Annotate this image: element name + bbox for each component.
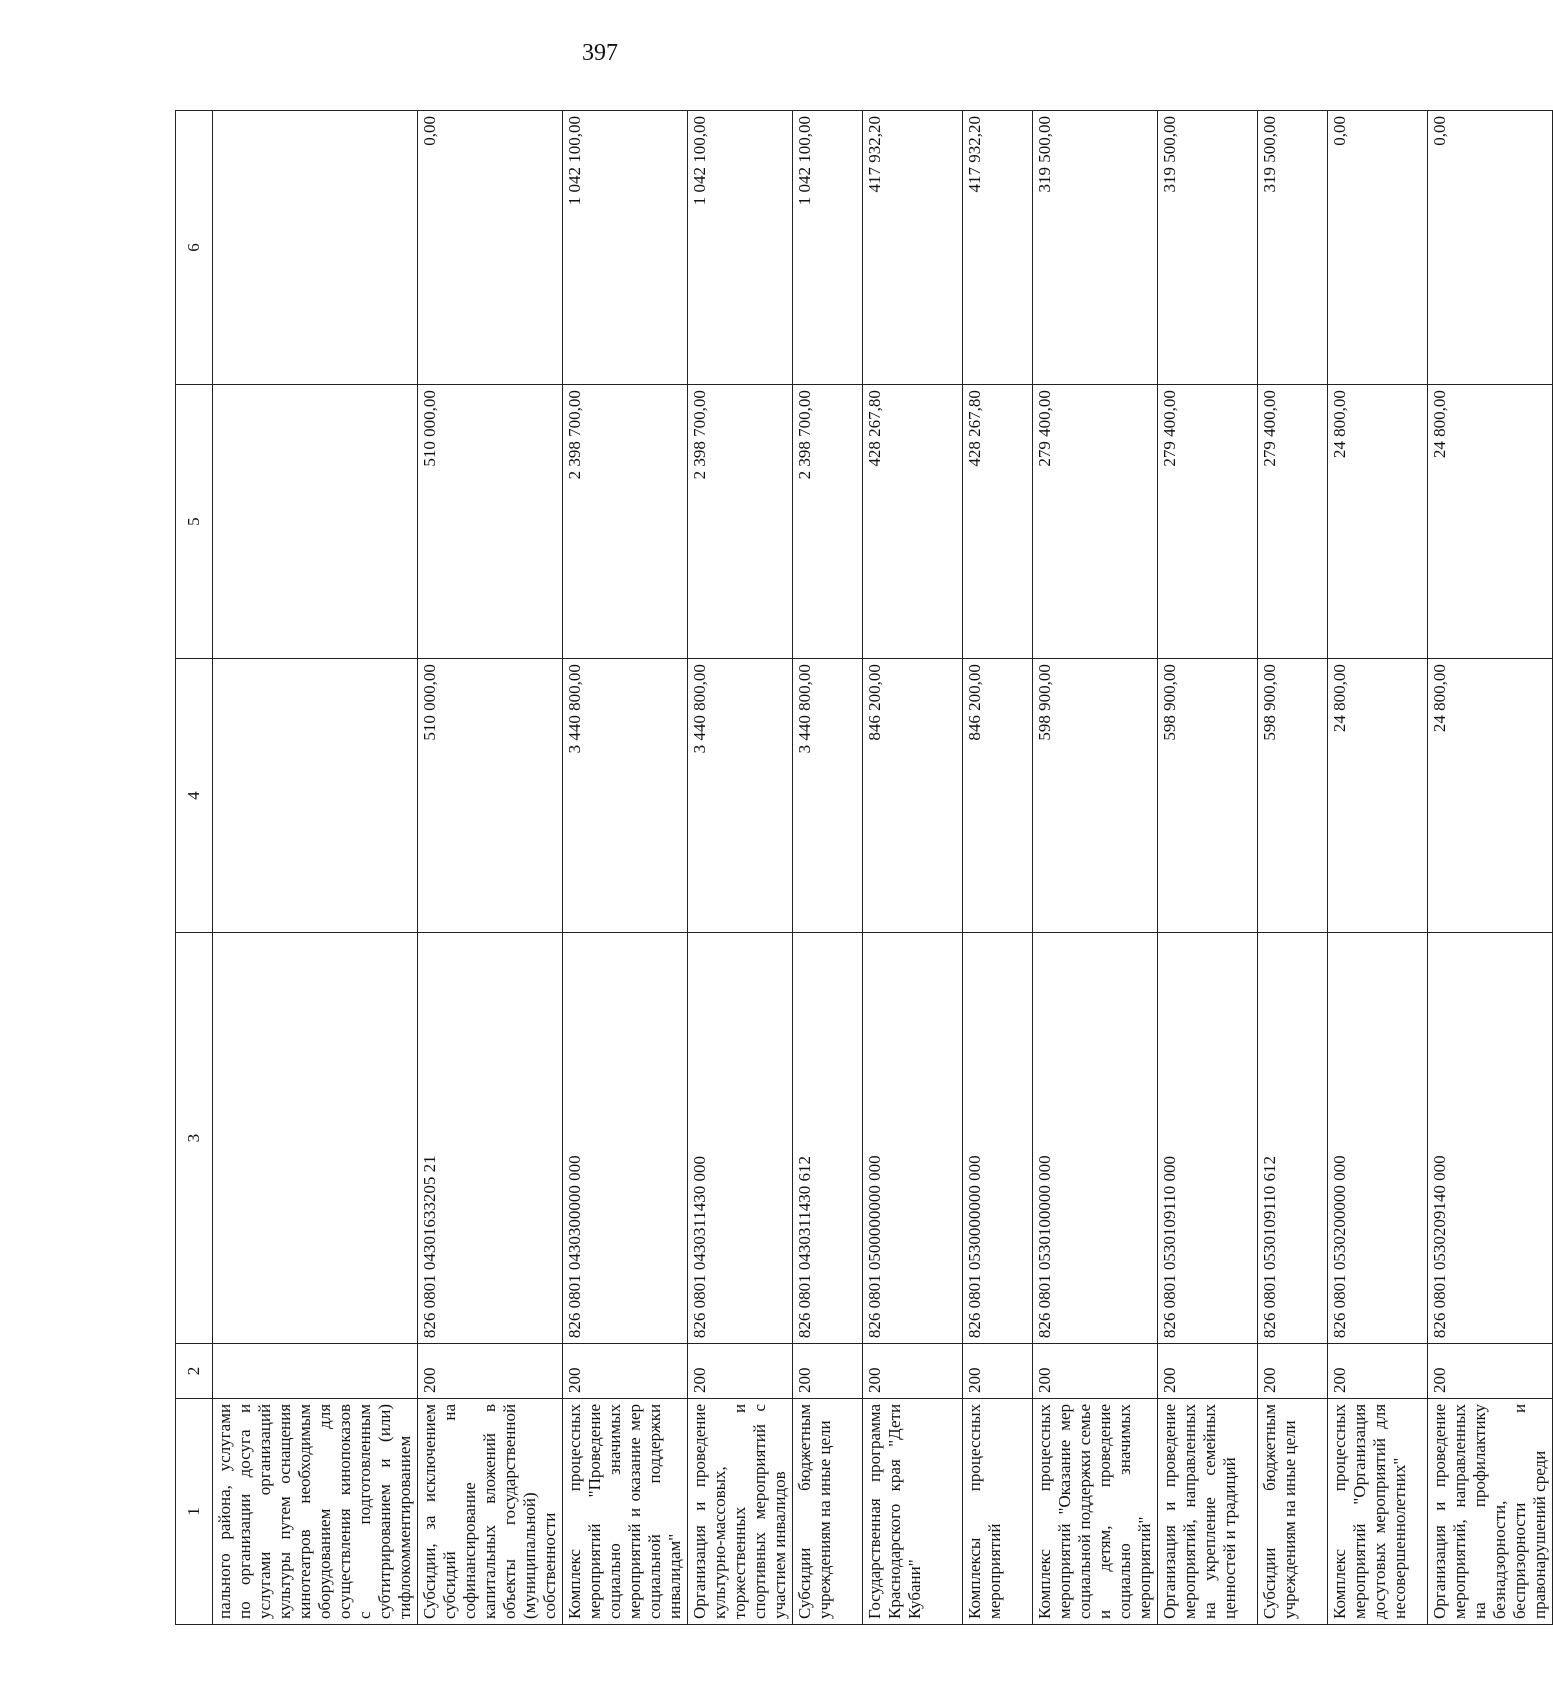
cell-col6: 319 500,00 — [1258, 111, 1328, 385]
column-header-6: 6 — [176, 111, 213, 385]
table-row — [563, 111, 688, 1625]
cell-col4: 24 800,00 — [1328, 659, 1428, 933]
cell-code: 826 0801 0530109110 000 — [1158, 933, 1258, 1344]
column-header-4: 4 — [176, 659, 213, 933]
cell-col2: 200 — [793, 1344, 863, 1399]
cell-col6: 1 042 100,00 — [688, 111, 793, 385]
cell-col6: 417 932,20 — [863, 111, 963, 385]
cell-col5: 279 400,00 — [1158, 385, 1258, 659]
cell-col4: 3 440 800,00 — [688, 659, 793, 933]
table-row — [418, 111, 563, 1625]
cell-col2: 200 — [688, 1344, 793, 1399]
cell-name: Организация и проведение культурно-массовых, торжественных и спортивных мероприятий с участием инвалидов — [688, 1398, 793, 1624]
cell-name: Комплексы процессных мероприятий — [963, 1398, 1033, 1624]
cell-col5: 510 000,00 — [418, 385, 563, 659]
cell-code: 826 0801 0500000000 000 — [863, 933, 963, 1344]
cell-col6: 1 042 100,00 — [793, 111, 863, 385]
cell-col5: 279 400,00 — [1033, 385, 1158, 659]
cell-code: 826 0801 0430311430 612 — [793, 933, 863, 1344]
cell-col4: 598 900,00 — [1258, 659, 1328, 933]
cell-code: 826 0801 0530100000 000 — [1033, 933, 1158, 1344]
column-header-5: 5 — [176, 385, 213, 659]
cell-col5: 2 398 700,00 — [793, 385, 863, 659]
cell-col5: 428 267,80 — [863, 385, 963, 659]
cell-col4: 3 440 800,00 — [563, 659, 688, 933]
cell-col6: 0,00 — [1428, 111, 1553, 385]
cell-name: Комплекс процессных мероприятий "Организация досуговых мероприятий для несовершеннолетних" — [1328, 1398, 1428, 1624]
cell-col6 — [213, 111, 418, 385]
cell-col6: 319 500,00 — [1158, 111, 1258, 385]
cell-col6: 0,00 — [418, 111, 563, 385]
header-row — [176, 111, 213, 1625]
table-row — [1158, 111, 1258, 1625]
cell-col5: 24 800,00 — [1328, 385, 1428, 659]
budget-table — [175, 110, 1553, 1625]
cell-name: Организация и проведение мероприятий, направленных на профилактику безнадзорности, беспризорности и правонарушений среди — [1428, 1398, 1553, 1624]
table-row — [1033, 111, 1158, 1625]
cell-code: 826 0801 0530109110 612 — [1258, 933, 1328, 1344]
column-header-1: 1 — [176, 1398, 213, 1624]
cell-name: Государственная программа Краснодарского края "Дети Кубани" — [863, 1398, 963, 1624]
cell-col2: 200 — [1033, 1344, 1158, 1399]
cell-col6: 319 500,00 — [1033, 111, 1158, 385]
cell-col2: 200 — [1328, 1344, 1428, 1399]
cell-name: Субсидии бюджетным учреждениям на иные цели — [793, 1398, 863, 1624]
cell-name: Субсидии бюджетным учреждениям на иные цели — [1258, 1398, 1328, 1624]
cell-name: Субсидии, за исключением субсидий на софинансирование капитальных вложений в объекты государственной (муниципальной) собственности — [418, 1398, 563, 1624]
cell-col4: 510 000,00 — [418, 659, 563, 933]
cell-col4: 3 440 800,00 — [793, 659, 863, 933]
cell-col2: 200 — [563, 1344, 688, 1399]
cell-col2: 200 — [418, 1344, 563, 1399]
page-number: 397 — [582, 40, 618, 66]
cell-col2: 200 — [1258, 1344, 1328, 1399]
column-header-3: 3 — [176, 933, 213, 1344]
cell-code: 826 0801 0530200000 000 — [1328, 933, 1428, 1344]
cell-col5: 24 800,00 — [1428, 385, 1553, 659]
table-row — [863, 111, 963, 1625]
cell-col4 — [213, 659, 418, 933]
cell-col4: 846 200,00 — [963, 659, 1033, 933]
table-row — [1428, 111, 1553, 1625]
cell-col6: 1 042 100,00 — [563, 111, 688, 385]
cell-code: 826 0801 0530000000 000 — [963, 933, 1033, 1344]
cell-col4: 598 900,00 — [1033, 659, 1158, 933]
cell-col2: 200 — [863, 1344, 963, 1399]
cell-code: 826 0801 0430300000 000 — [563, 933, 688, 1344]
cell-col5: 2 398 700,00 — [563, 385, 688, 659]
cell-code: 826 0801 0430311430 000 — [688, 933, 793, 1344]
cell-code: 826 0801 0530209140 000 — [1428, 933, 1553, 1344]
cell-code — [213, 933, 418, 1344]
cell-col4: 846 200,00 — [863, 659, 963, 933]
cell-name: Комплекс процессных мероприятий "Проведение социально значимых мероприятий и оказание мер социальной поддержки инвалидам" — [563, 1398, 688, 1624]
cell-name: Организация и проведение мероприятий, направленных на укрепление семейных ценностей и традиций — [1158, 1398, 1258, 1624]
cell-col4: 24 800,00 — [1428, 659, 1553, 933]
table-row — [793, 111, 863, 1625]
cell-col5: 279 400,00 — [1258, 385, 1328, 659]
cell-col2: 200 — [1428, 1344, 1553, 1399]
cell-col5: 428 267,80 — [963, 385, 1033, 659]
cell-col5 — [213, 385, 418, 659]
column-header-2: 2 — [176, 1344, 213, 1399]
cell-name: Комплекс процессных мероприятий "Оказание мер социальной поддержки семье и детям, проведение социально значимых мероприятий" — [1033, 1398, 1158, 1624]
cell-name: пального района, услугами по организации досуга и услугами организаций культуры путем оснащения кинотеатров необходимым оборудованием для осуществления кинопоказов с подготовленным субтитрированием и (или) тифлокомментированием — [213, 1398, 418, 1624]
table-row — [213, 111, 418, 1625]
table-row — [1328, 111, 1428, 1625]
cell-col2 — [213, 1344, 418, 1399]
cell-col6: 0,00 — [1328, 111, 1428, 385]
table-row — [688, 111, 793, 1625]
cell-col2: 200 — [963, 1344, 1033, 1399]
cell-col6: 417 932,20 — [963, 111, 1033, 385]
cell-code: 826 0801 04301633205 21 — [418, 933, 563, 1344]
table-row — [963, 111, 1033, 1625]
cell-col5: 2 398 700,00 — [688, 385, 793, 659]
cell-col4: 598 900,00 — [1158, 659, 1258, 933]
table-row — [1258, 111, 1328, 1625]
cell-col2: 200 — [1158, 1344, 1258, 1399]
